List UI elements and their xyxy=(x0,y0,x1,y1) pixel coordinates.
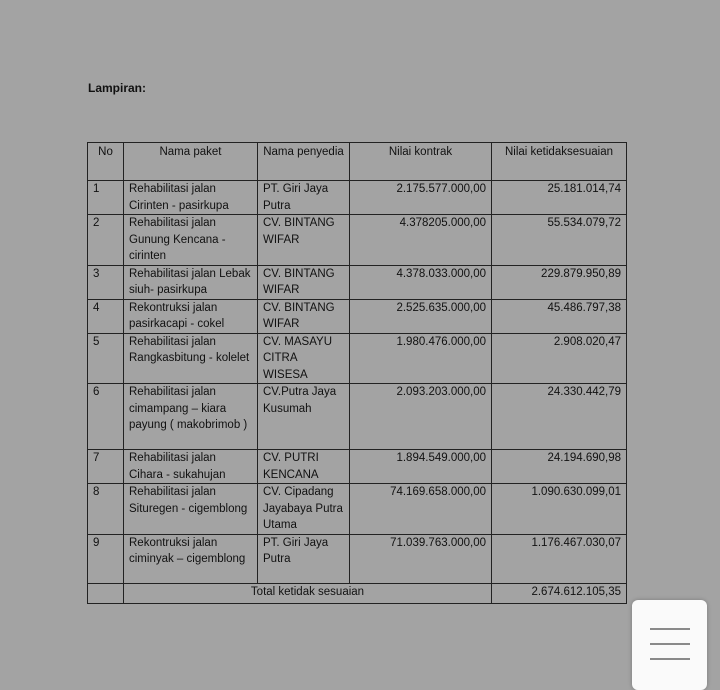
row-kontrak: 1.980.476.000,00 xyxy=(350,333,492,384)
row-no: 4 xyxy=(88,299,124,333)
total-empty-cell xyxy=(88,583,124,603)
row-penyedia: PT. Giri Jaya Putra xyxy=(258,181,350,215)
row-penyedia: CV.Putra Jaya Kusumah xyxy=(258,384,350,450)
row-paket: Rehabilitasi jalan Gunung Kencana - cirinten xyxy=(124,215,258,266)
table-row xyxy=(88,484,627,535)
row-kontrak: 2.175.577.000,00 xyxy=(350,181,492,215)
total-label: Total ketidak sesuaian xyxy=(124,583,492,603)
row-paket: Rekontruksi jalan ciminyak – cigemblong xyxy=(124,534,258,583)
row-nilai: 25.181.014,74 xyxy=(492,181,627,215)
row-paket: Rehabilitasi jalan Lebak siuh- pasirkupa xyxy=(124,265,258,299)
row-kontrak: 4.378205.000,00 xyxy=(350,215,492,266)
row-no: 9 xyxy=(88,534,124,583)
row-kontrak: 2.525.635.000,00 xyxy=(350,299,492,333)
row-kontrak: 71.039.763.000,00 xyxy=(350,534,492,583)
row-no: 6 xyxy=(88,384,124,450)
row-kontrak: 1.894.549.000,00 xyxy=(350,450,492,484)
row-penyedia: CV. MASAYU CITRA WISESA xyxy=(258,333,350,384)
row-penyedia: CV. Cipadang Jayabaya Putra Utama xyxy=(258,484,350,535)
table-total-row xyxy=(88,583,627,603)
table-row xyxy=(88,265,627,299)
row-penyedia: CV. BINTANG WIFAR xyxy=(258,215,350,266)
header-no: No xyxy=(88,143,124,181)
row-penyedia: CV. PUTRI KENCANA xyxy=(258,450,350,484)
row-nilai: 24.194.690,98 xyxy=(492,450,627,484)
page-title: Lampiran: xyxy=(88,81,147,95)
row-no: 5 xyxy=(88,333,124,384)
menu-button[interactable] xyxy=(632,600,707,690)
row-kontrak: 74.169.658.000,00 xyxy=(350,484,492,535)
row-nilai: 1.176.467.030,07 xyxy=(492,534,627,583)
table-row xyxy=(88,450,627,484)
header-nilai-ketidaksesuaian: Nilai ketidaksesuaian xyxy=(492,143,627,181)
row-kontrak: 2.093.203.000,00 xyxy=(350,384,492,450)
row-paket: Rehabilitasi jalan Situregen - cigemblong xyxy=(124,484,258,535)
table-row xyxy=(88,333,627,384)
row-nilai: 24.330.442,79 xyxy=(492,384,627,450)
header-nama-paket: Nama paket xyxy=(124,143,258,181)
row-no: 8 xyxy=(88,484,124,535)
row-nilai: 1.090.630.099,01 xyxy=(492,484,627,535)
table-row xyxy=(88,215,627,266)
row-no: 7 xyxy=(88,450,124,484)
total-value: 2.674.612.105,35 xyxy=(492,583,627,603)
header-nama-penyedia: Nama penyedia xyxy=(258,143,350,181)
row-kontrak: 4.378.033.000,00 xyxy=(350,265,492,299)
row-penyedia: CV. BINTANG WIFAR xyxy=(258,265,350,299)
row-paket: Rekontruksi jalan pasirkacapi - cokel xyxy=(124,299,258,333)
table-row xyxy=(88,181,627,215)
row-no: 1 xyxy=(88,181,124,215)
row-paket: Rehabilitasi jalan Cirinten - pasirkupa xyxy=(124,181,258,215)
row-nilai: 229.879.950,89 xyxy=(492,265,627,299)
row-no: 2 xyxy=(88,215,124,266)
row-nilai: 55.534.079,72 xyxy=(492,215,627,266)
row-penyedia: PT. Giri Jaya Putra xyxy=(258,534,350,583)
table-header-row xyxy=(88,143,627,181)
row-penyedia: CV. BINTANG WIFAR xyxy=(258,299,350,333)
table-row xyxy=(88,299,627,333)
lampiran-table xyxy=(87,142,627,604)
row-nilai: 2.908.020,47 xyxy=(492,333,627,384)
table-row xyxy=(88,384,627,450)
row-paket: Rehabilitasi jalan cimampang – kiara payung ( makobrimob ) xyxy=(124,384,258,450)
row-paket: Rehabilitasi jalan Cihara - sukahujan xyxy=(124,450,258,484)
header-nilai-kontrak: Nilai kontrak xyxy=(350,143,492,181)
row-paket: Rehabilitasi jalan Rangkasbitung - kolelet xyxy=(124,333,258,384)
row-nilai: 45.486.797,38 xyxy=(492,299,627,333)
row-no: 3 xyxy=(88,265,124,299)
table-row xyxy=(88,534,627,583)
